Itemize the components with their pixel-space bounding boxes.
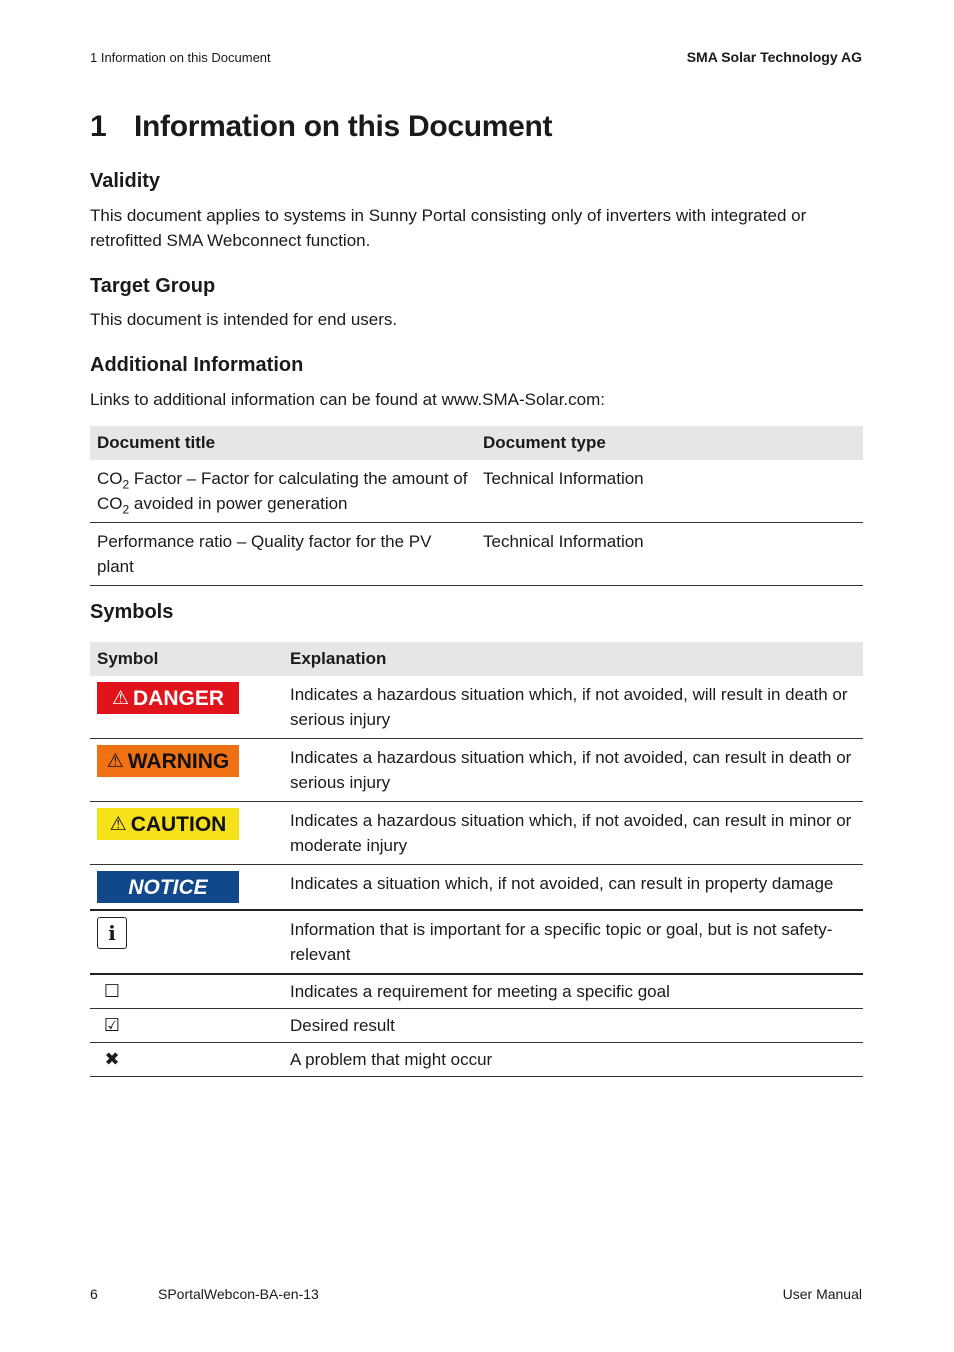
running-header-chapter: 1 Information on this Document [90,50,271,65]
table-row [90,460,863,523]
table-row [90,974,863,1009]
warning-triangle-icon: ⚠ [106,750,124,772]
document-title-cell: Performance ratio – Quality factor for the PV plant [90,523,476,586]
checkbox-icon: ☐ [103,981,121,1002]
danger-badge: ⚠ DANGER [97,682,239,714]
target-group-heading: Target Group [90,275,216,297]
explanation-cell: Indicates a hazardous situation which, if not avoided, will result in death or serious injury [283,676,863,739]
checked-box-icon: ☑ [103,1015,121,1036]
table-row [90,1009,863,1043]
explanation-cell: Indicates a hazardous situation which, if not avoided, can result in minor or moderate injury [283,802,863,865]
warning-triangle-icon: ⚠ [109,813,127,835]
chapter-number: 1 [90,110,107,143]
column-header-symbol: Symbol [90,642,283,676]
info-icon: i [97,917,127,949]
notice-badge: NOTICE [97,871,239,903]
document-title-cell: $CO_2$ Factor – Factor for calculating the amount of $CO_2$ avoided in power generation [90,460,476,523]
column-header-document-type: Document type [476,426,863,460]
warning-badge: ⚠ WARNING [97,745,239,777]
page-number: 6 [90,1286,98,1302]
symbols-table [90,642,863,1077]
document-type-cell: Technical Information [476,460,863,523]
explanation-cell: Desired result [283,1009,863,1043]
table-row [90,1043,863,1077]
table-row [90,802,863,865]
explanation-cell: A problem that might occur [283,1043,863,1077]
document-type-cell: Technical Information [476,523,863,586]
explanation-cell: Indicates a requirement for meeting a specific goal [283,974,863,1009]
table-row [90,865,863,911]
chapter-title [90,110,552,144]
table-row [90,910,863,974]
documents-table [90,426,863,586]
caution-badge: ⚠ CAUTION [97,808,239,840]
column-header-document-title: Document title [90,426,476,460]
document-id: SPortalWebcon-BA-en-13 [158,1286,319,1302]
explanation-cell: Information that is important for a specific topic or goal, but is not safety-relevant [283,910,863,974]
chapter-title-text: Information on this Document [134,110,553,143]
symbols-heading: Symbols [90,601,174,623]
symbols-table-header [90,642,863,676]
documents-table-header [90,426,863,460]
validity-text: This document applies to systems in Sunny Portal consisting only of inverters with integrated or retrofitted SMA Webconnect function. [90,206,807,250]
table-row [90,676,863,739]
cross-icon: ✖ [104,1049,120,1070]
additional-info-heading: Additional Information [90,354,304,376]
additional-info-text: Links to additional information can be found at www.SMA-Solar.com: [90,390,605,409]
table-row [90,523,863,586]
explanation-cell: Indicates a hazardous situation which, if not avoided, can result in death or serious injury [283,739,863,802]
target-group-text: This document is intended for end users. [90,310,398,329]
column-header-explanation: Explanation [283,642,863,676]
validity-heading: Validity [90,170,161,192]
running-header-company: SMA Solar Technology AG [686,49,862,65]
table-row [90,739,863,802]
explanation-cell: Indicates a situation which, if not avoided, can result in property damage [283,865,863,911]
warning-triangle-icon: ⚠ [111,687,130,709]
document-type: User Manual [782,1286,862,1302]
